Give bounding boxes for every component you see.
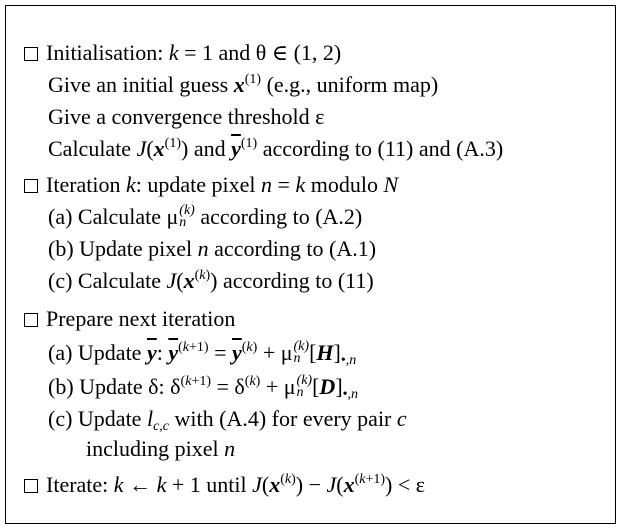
checkbox-icon: [24, 47, 38, 61]
checkbox-icon: [24, 479, 38, 493]
prepare-item-a: (a) Update $\overline{y}$: $\overline{y}^{(k+1)} = \overline{y}^{(k)} + \mu$ (k) n $[H]_{•,n}$: [48, 339, 357, 368]
checkbox-icon: [24, 179, 38, 193]
init-calculate-line: Calculate $J(x^{(1)})$ and $\overline{y}^{(1)}$ according to (11) and (A.3): [48, 136, 504, 161]
step-initialisation-title: Initialisation: k = 1 and θ ∈ (1, 2): [24, 40, 341, 66]
iteration-item-b: (b) Update pixel n according to (A.1): [48, 236, 377, 261]
iteration-item-a: (a) Calculate μ (k) n according to (A.2): [48, 203, 363, 230]
prepare-item-c: (c) Update $l_{c,c}$ with (A.4) for every pair c: [48, 406, 407, 434]
prepare-item-b: (b) Update δ: $\delta^{(k+1)} = \delta^{(k)} + \mu$ (k) n $[D]_{•,n}$: [48, 373, 359, 402]
step-iteration-title: Iteration k: update pixel n = k modulo N: [24, 172, 398, 198]
iteration-item-c: (c) Calculate $J(x^{(k)})$ according to (11): [48, 268, 374, 293]
step-iterate-title: Iterate: k ← k + 1 until $J(x^{(k)}) - J(x^{(k+1)}) < \varepsilon$: [24, 472, 425, 498]
step-prepare-title: Prepare next iteration: [24, 306, 235, 332]
prepare-item-c-cont: including pixel n: [86, 436, 236, 461]
init-guess-line: Give an initial guess $x^{(1)}$ (e.g., uniform map): [48, 72, 439, 97]
algorithm-box: [5, 5, 616, 524]
init-threshold-line: Give a convergence threshold ε: [48, 104, 325, 129]
checkbox-icon: [24, 313, 38, 327]
